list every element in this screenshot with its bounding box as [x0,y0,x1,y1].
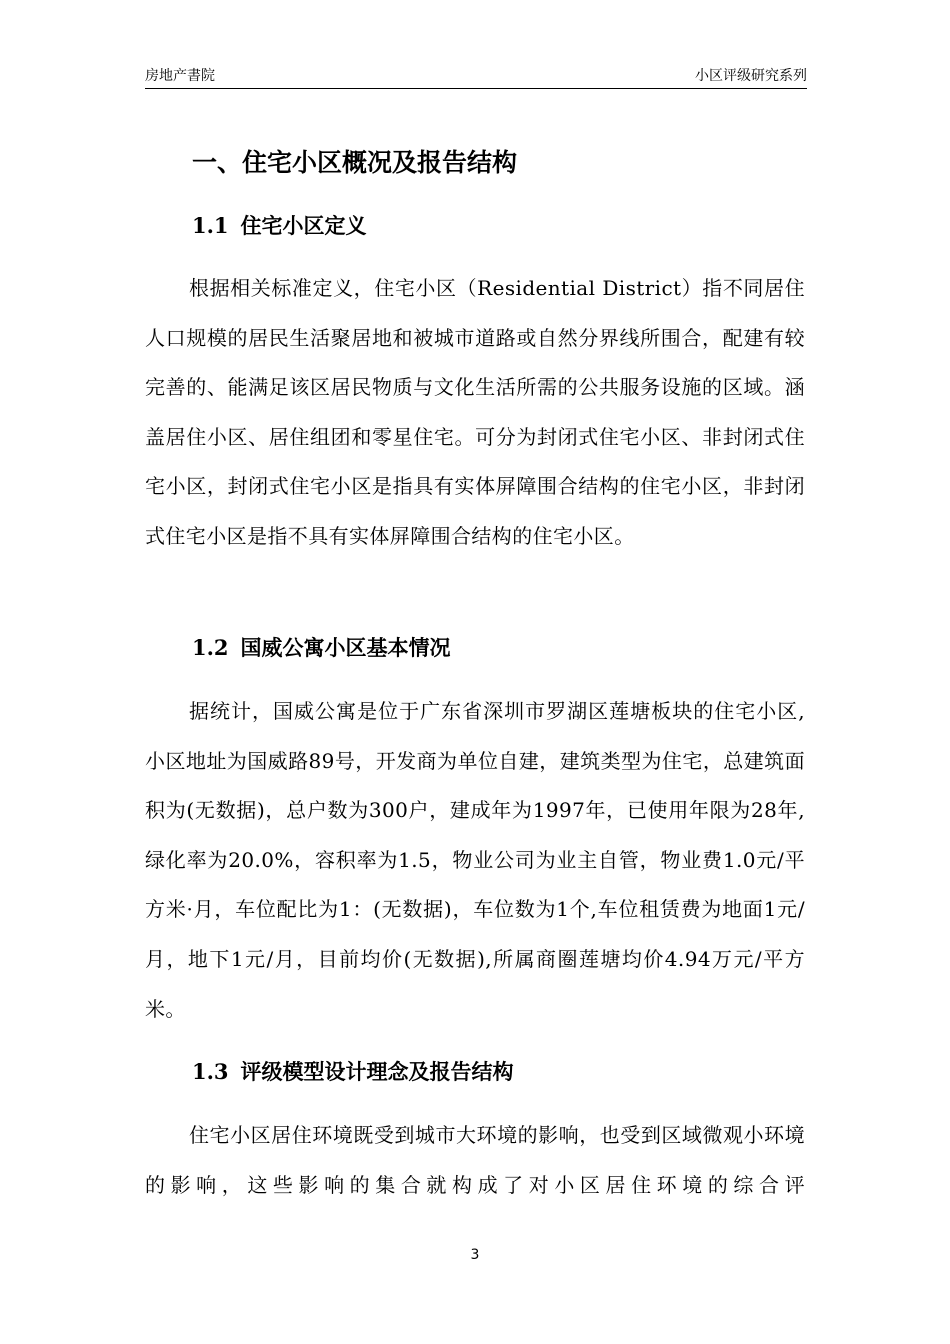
page-header [145,66,807,89]
section-title: 评级模型设计理念及报告结构 [240,1059,514,1084]
section-number: 1.3 [192,1059,229,1084]
header-series-title: 小区评级研究系列 [695,68,807,84]
section-heading-1-2 [192,633,451,663]
section-heading-1-1 [192,211,367,241]
section-1-3-body: 住宅小区居住环境既受到城市大环境的影响，也受到区域微观小环境的影响，这些影响的集合就构成了对小区居住环境的综合评 [145,1123,805,1197]
section-1-1-body: 根据相关标准定义，住宅小区（Residential District）指不同居住人口规模的居民生活聚居地和被城市道路或自然分界线所围合，配建有较完善的、能满足该区居民物质与文化生活所需的公共服务设施的区域。涵盖居住小区、居住组团和零星住宅。可分为封闭式住宅小区、非封闭式住宅小区，封闭式住宅小区是指具有实体屏障围合结构的住宅小区，非封闭式住宅小区是指不具有实体屏障围合结构的住宅小区。 [145,276,805,548]
section-number: 1.1 [192,213,229,238]
section-title: 国威公寓小区基本情况 [240,635,451,660]
page-number: 3 [470,1247,480,1263]
section-heading-1-3 [192,1057,514,1087]
chapter-title: 一、住宅小区概况及报告结构 [192,148,518,177]
header-brand: 房地产書院 [145,68,215,84]
section-number: 1.2 [192,635,229,660]
section-1-2-body: 据统计，国威公寓是位于广东省深圳市罗湖区莲塘板块的住宅小区,小区地址为国威路89号，开发商为单位自建，建筑类型为住宅，总建筑面积为(无数据)，总户数为300户，建成年为1997年，已使用年限为28年,绿化率为20.0%，容积率为1.5，物业公司为业主自管，物业费1.0元/平方米·月，车位配比为1：(无数据)，车位数为1个,车位租赁费为地面1元/月，地下1元/月，目前均价(无数据),所属商圈莲塘均价4.94万元/平方米。 [145,699,805,1021]
section-title: 住宅小区定义 [240,213,367,238]
